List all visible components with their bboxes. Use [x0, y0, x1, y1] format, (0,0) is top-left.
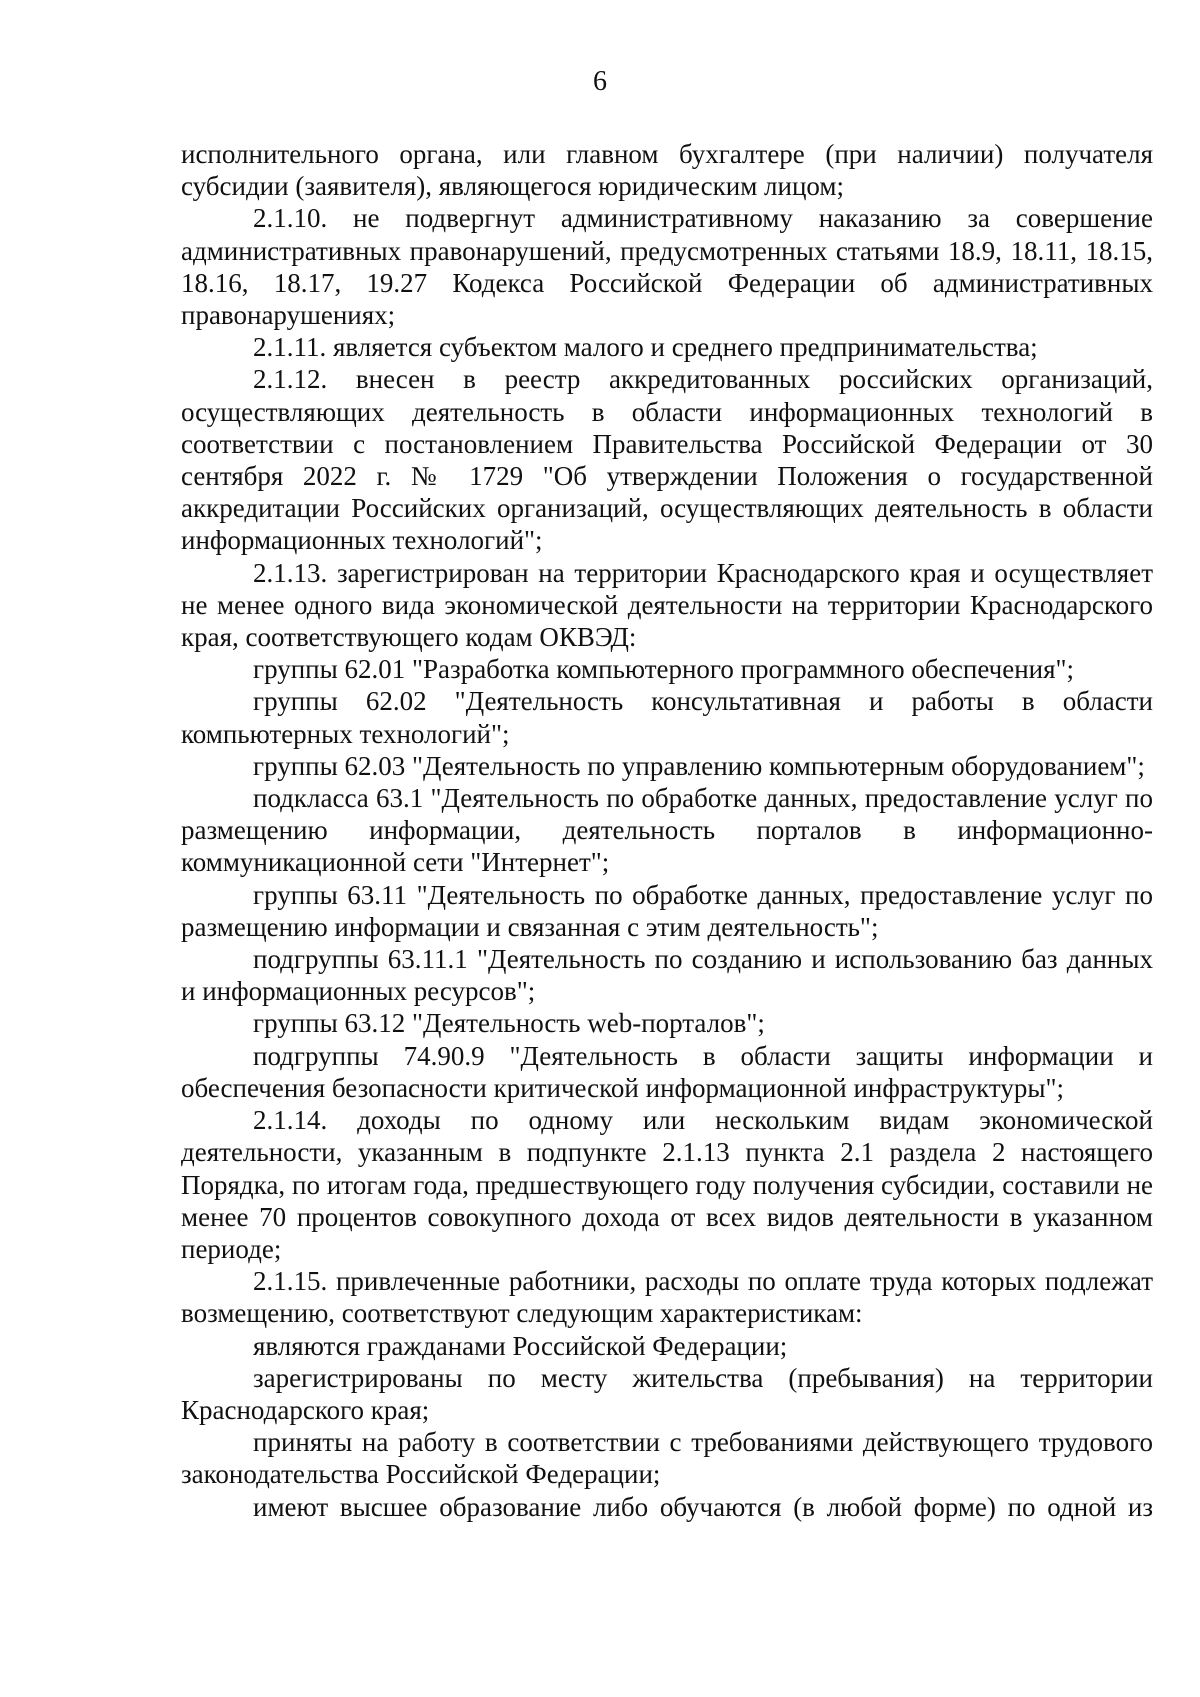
worker-criterion-education: имеют высшее образование либо обучаются (в любой форме) по одной из: [253, 1491, 1153, 1522]
worker-criterion-registration: зарегистрированы по месту жительства (пребывания) на территории Краснодарского края;: [181, 1362, 1153, 1425]
paragraph-2-1-12: 2.1.12. внесен в реестр аккредитованных российских организаций, осуществляющих деятельность в области информационных технологий в соответствии с постановлением Правительства Российской Федерации от 30 сентября 2022 г. № 1729 "Об утверждении Положения о государственной аккредитации Российских организаций, осуществляющих деятельность в области информационных технологий";: [181, 364, 1153, 556]
paragraph-2-1-10: 2.1.10. не подвергнут административному наказанию за совершение административных правонарушений, предусмотренных статьями 18.9, 18.11, 18.15, 18.16, 18.17, 19.27 Кодекса Российской Федерации об административных правонарушениях;: [181, 203, 1153, 331]
paragraph-2-1-15: 2.1.15. привлеченные работники, расходы по оплате труда которых подлежат возмещению, соответствуют следующим характеристикам:: [181, 1266, 1153, 1329]
okved-item-63-11-1: подгруппы 63.11.1 "Деятельность по созданию и использованию баз данных и информационных ресурсов";: [181, 944, 1153, 1007]
okved-item-74-90-9: подгруппы 74.90.9 "Деятельность в области защиты информации и обеспечения безопасности критической информационной инфраструктуры";: [181, 1040, 1153, 1103]
okved-item-62-01: группы 62.01 "Разработка компьютерного программного обеспечения";: [253, 654, 1075, 685]
worker-criterion-citizenship: являются гражданами Российской Федерации;: [253, 1330, 788, 1361]
okved-item-62-02: группы 62.02 "Деятельность консультативная и работы в области компьютерных технологий";: [181, 686, 1153, 749]
document-body: [181, 138, 1153, 1523]
okved-item-63-12: группы 63.12 "Деятельность web-порталов";: [253, 1008, 765, 1039]
paragraph-2-1-11: 2.1.11. является субъектом малого и среднего предпринимательства;: [253, 332, 1038, 363]
paragraph-2-1-13: 2.1.13. зарегистрирован на территории Краснодарского края и осуществляет не менее одного вида экономической деятельности на территории Краснодарского края, соответствующего кодам ОКВЭД:: [181, 557, 1153, 653]
okved-item-63-11: группы 63.11 "Деятельность по обработке данных, предоставление услуг по размещению информации и связанная с этим деятельность";: [181, 879, 1153, 942]
paragraph-continuation: исполнительного органа, или главном бухгалтере (при наличии) получателя субсидии (заявителя), являющегося юридическим лицом;: [181, 139, 1153, 202]
page-number: 6: [593, 66, 607, 97]
paragraph-2-1-14: 2.1.14. доходы по одному или нескольким видам экономической деятельности, указанным в подпункте 2.1.13 пункта 2.1 раздела 2 настоящего Порядка, по итогам года, предшествующего году получения субсидии, составили не менее 70 процентов совокупного дохода от всех видов деятельности в указанном периоде;: [181, 1105, 1153, 1264]
worker-criterion-employment: приняты на работу в соответствии с требованиями действующего трудового законодательства Российской Федерации;: [181, 1427, 1153, 1490]
okved-item-62-03: группы 62.03 "Деятельность по управлению компьютерным оборудованием";: [253, 750, 1145, 781]
okved-item-63-1: подкласса 63.1 "Деятельность по обработке данных, предоставление услуг по размещению информации, деятельность порталов в информационно-коммуникационной сети "Интернет";: [181, 783, 1153, 878]
